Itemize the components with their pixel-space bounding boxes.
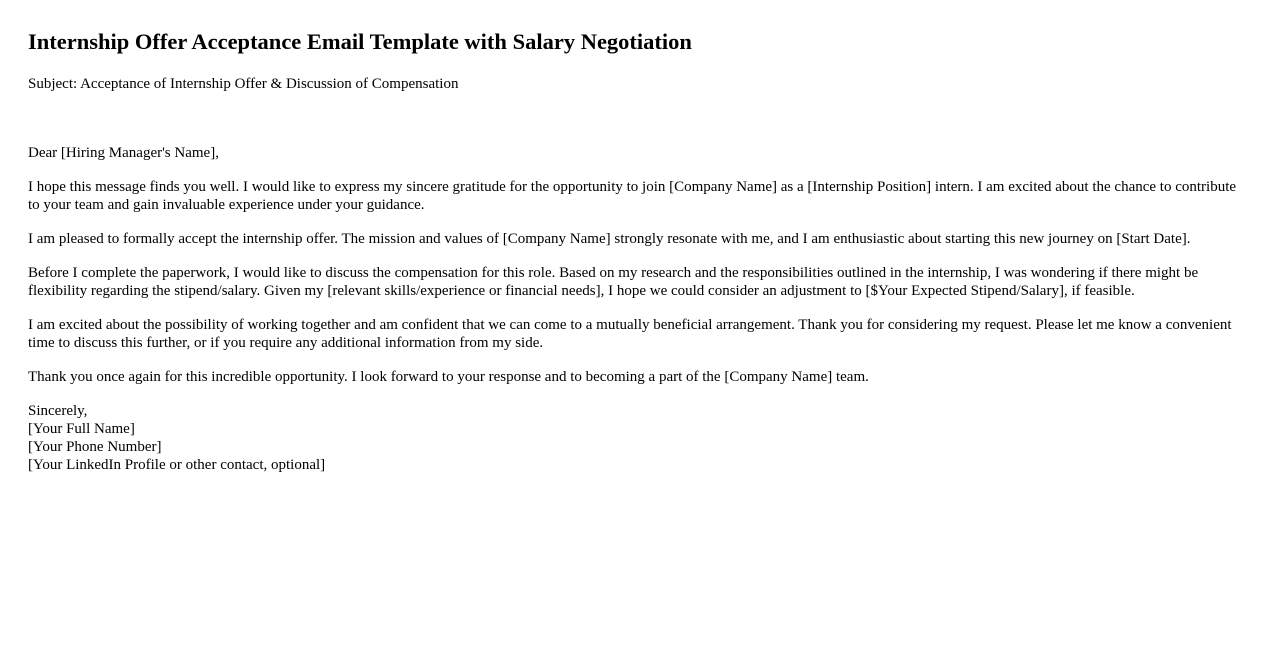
email-signature bbox=[28, 402, 1250, 474]
email-greeting: Dear [Hiring Manager's Name], bbox=[28, 145, 219, 161]
paragraph-request: I am excited about the possibility of working together and am confident that we can come to a mutually beneficial arrangement. Thank you for considering my request. Please let me know a convenient time to discuss this further, or if you require any additional information from my side. bbox=[28, 317, 1232, 351]
paragraph-compensation: Before I complete the paperwork, I would like to discuss the compensation for this role. Based on my research and the responsibilities outlined in the internship, I was wondering if there might be flexibility regarding the stipend/salary. Given my [relevant skills/experience or financial needs], I hope we could consider an adjustment to [$Your Expected Stipend/Salary], if feasible. bbox=[28, 265, 1199, 299]
signature-closing: Sincerely, bbox=[28, 403, 88, 419]
signature-phone: [Your Phone Number] bbox=[28, 439, 162, 455]
signature-name: [Your Full Name] bbox=[28, 421, 135, 437]
paragraph-acceptance: I am pleased to formally accept the internship offer. The mission and values of [Company Name] strongly resonate with me, and I am enthusiastic about starting this new journey on [Start Date]. bbox=[28, 231, 1191, 247]
email-body bbox=[28, 144, 1250, 474]
document-title: Internship Offer Acceptance Email Template with Salary Negotiation bbox=[28, 29, 692, 54]
paragraph-thanks: Thank you once again for this incredible opportunity. I look forward to your response and to becoming a part of the [Company Name] team. bbox=[28, 369, 869, 385]
signature-contact: [Your LinkedIn Profile or other contact, optional] bbox=[28, 457, 326, 473]
email-subject: Subject: Acceptance of Internship Offer & Discussion of Compensation bbox=[28, 76, 459, 92]
paragraph-gratitude: I hope this message finds you well. I would like to express my sincere gratitude for the opportunity to join [Company Name] as a [Internship Position] intern. I am excited about the chance to contribute to your team and gain invaluable experience under your guidance. bbox=[28, 179, 1237, 213]
